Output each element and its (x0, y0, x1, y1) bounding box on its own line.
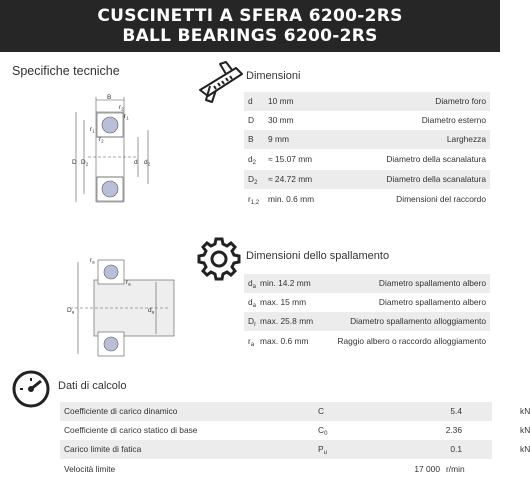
caliper-icon (196, 60, 248, 104)
abutment-drawing (64, 252, 174, 367)
dimensions-table (244, 92, 490, 210)
label-Da: $D_a$ (67, 307, 75, 315)
table-row: $d_a$ min. 14.2 mm Diametro spallamento albero (244, 274, 490, 293)
dimensions-title: Dimensioni (246, 70, 301, 82)
calculation-table (60, 402, 530, 480)
bearing-section-drawing (66, 92, 166, 212)
title-english: BALL BEARINGS 6200-2RS (122, 26, 378, 46)
label-da: $d_a$ (148, 307, 155, 315)
table-row: Coefficiente di carico statico di base $C_0$ 2.36 kN (64, 425, 530, 437)
table-row: $d_a$ max. 15 mm Diametro spallamento albero (248, 297, 486, 309)
label-d: d (134, 159, 138, 166)
table-row: $r_{1,2}$ min. 0.6 mm Dimensioni del raccordo (248, 194, 486, 206)
gauge-icon (10, 368, 52, 410)
table-row: $r_a$ max. 0.6 mm Raggio albero o raccordo alloggiamento (248, 336, 486, 348)
table-row: Carico limite di fatica $P_u$ 0.1 kN (60, 440, 492, 459)
abutment-table (244, 274, 490, 354)
table-row: d 10 mm Diametro foro (244, 92, 490, 111)
table-row: D 30 mm Diametro esterno (248, 115, 486, 125)
table-row: $D_2$ ≈ 24.72 mm Diametro della scanalatura (244, 170, 490, 189)
label-r1-top: $r_1$ (124, 113, 129, 121)
table-row: Velocità limite 17 000 r/min (64, 464, 465, 474)
label-D: D (72, 159, 77, 166)
label-d2: $d_2$ (144, 159, 151, 167)
table-row: Coefficiente di carico dinamico C 5.4 kN (60, 402, 492, 421)
specs-title: Specifiche tecniche (12, 64, 120, 78)
table-row: $d_2$ ≈ 15.07 mm Diametro della scanalatura (248, 154, 486, 166)
label-ra-right: $r_a$ (126, 279, 131, 287)
label-D2: $D_2$ (81, 159, 89, 167)
table-row: B 9 mm Larghezza (244, 130, 490, 149)
header-banner (0, 0, 500, 52)
label-r1-left: $r_1$ (90, 126, 95, 134)
abutment-title: Dimensioni dello spallamento (246, 250, 390, 262)
label-r2-left: $r_2$ (99, 136, 104, 144)
calculation-title: Dati di calcolo (58, 380, 127, 392)
gear-icon (196, 236, 242, 282)
label-B: B (107, 94, 112, 101)
label-r2-top: $r_2$ (119, 104, 124, 112)
table-row: $D_r$ max. 25.8 mm Diametro spallamento alloggiamento (244, 312, 490, 331)
title-italian: CUSCINETTI A SFERA 6200-2RS (97, 6, 403, 26)
label-ra-top: $r_a$ (90, 257, 95, 265)
